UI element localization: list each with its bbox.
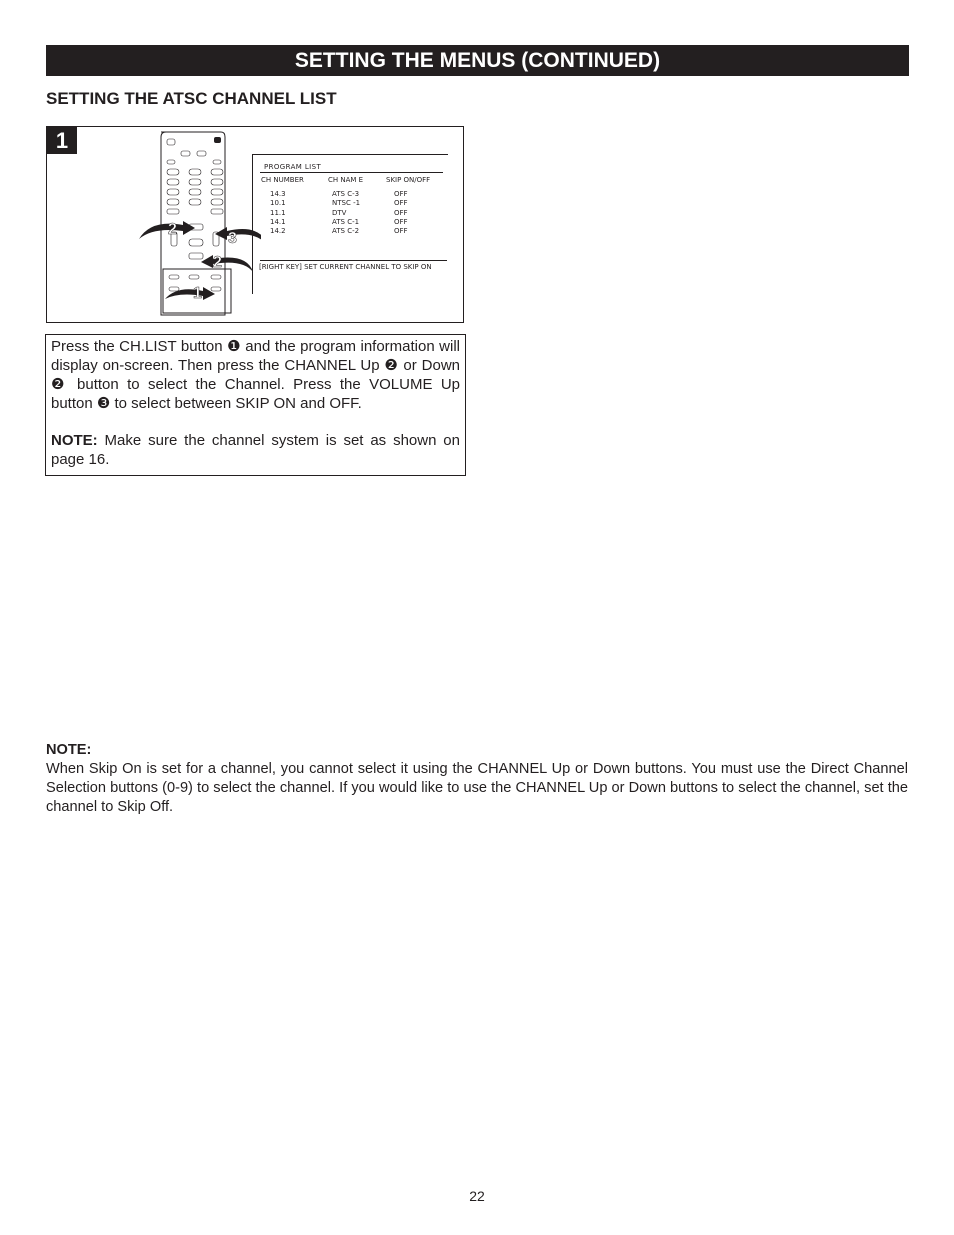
instructions-text: Press the CH.LIST button [51,338,228,355]
osd-cell-number: 14.3 [270,190,286,198]
osd-cell-number: 10.1 [270,199,286,207]
osd-cell-skip: OFF [394,199,408,207]
instructions-text: and the program information will display on-screen. Then press the CHANNEL Up [51,338,460,374]
page-header-title: SETTING THE MENUS (CONTINUED) [294,49,661,72]
page-number: 22 [469,1188,485,1204]
osd-col-skip: SKIP ON/OFF [386,176,431,184]
osd-cell-number: 14.2 [270,227,286,235]
remote-control-illustration [91,127,261,324]
instructions-note [51,431,460,469]
step-2-marker: ❷ [384,357,399,374]
osd-cell-number: 11.1 [270,209,286,217]
instructions-text: button to select the Channel. Press the VOLUME Up button [51,376,460,412]
osd-row [253,209,453,218]
osd-row [253,199,453,208]
osd-row [253,227,453,236]
arrow-label-1: 1 [193,285,202,302]
instructions-box [45,334,466,476]
osd-title: PROGRAM LIST [264,163,322,171]
osd-top-rule [253,154,448,155]
osd-title-rule [260,172,443,173]
section-title: SETTING THE ATSC CHANNEL LIST [46,89,337,108]
osd-cell-name: ATS C-3 [332,190,360,198]
instructions-text: to select between SKIP ON and OFF. [110,395,362,412]
note-label: NOTE: [51,432,98,449]
bottom-note [46,741,908,817]
osd-hint-rule [260,260,447,261]
arrow-label-2-lower: 2 [213,254,222,271]
step-badge: 1 [47,127,77,154]
arrow-label-2-upper: 2 [168,221,177,238]
osd-cell-skip: OFF [394,190,408,198]
step-1-marker: ❶ [227,338,241,355]
osd-row [253,190,453,199]
osd-cell-skip: OFF [394,227,408,235]
osd-cell-skip: OFF [394,218,408,226]
bottom-note-text: When Skip On is set for a channel, you cannot select it using the CHANNEL Up or Down buttons. You must use the Direct Channel Selection buttons (0-9) to select the channel. If you would like to use the CHANNEL Up or Down buttons to select the channel, set the channel to Skip Off. [46,761,908,815]
bottom-note-label: NOTE: [46,742,92,758]
osd-row [253,218,453,227]
osd-col-ch-name: CH NAM E [328,176,364,184]
page-header [46,45,909,76]
osd-cell-name: ATS C-2 [332,227,360,235]
note-text: Make sure the channel system is set as shown on page 16. [51,432,460,468]
osd-cell-skip: OFF [394,209,408,217]
osd-cell-number: 14.1 [270,218,286,226]
arrow-label-3: 3 [228,230,237,247]
program-list-screen [252,154,453,294]
step-2-marker: ❷ [51,376,69,393]
osd-cell-name: DTV [332,209,347,217]
instructions-paragraph [51,337,460,413]
osd-cell-name: ATS C-1 [332,218,360,226]
step-3-marker: ❸ [96,395,111,412]
osd-cell-name: NTSC -1 [332,199,361,207]
osd-hint: [RIGHT KEY] SET CURRENT CHANNEL TO SKIP ON [259,263,432,271]
figure-box [46,126,464,323]
instructions-text: or Down [398,357,460,374]
osd-col-ch-number: CH NUMBER [261,176,304,184]
